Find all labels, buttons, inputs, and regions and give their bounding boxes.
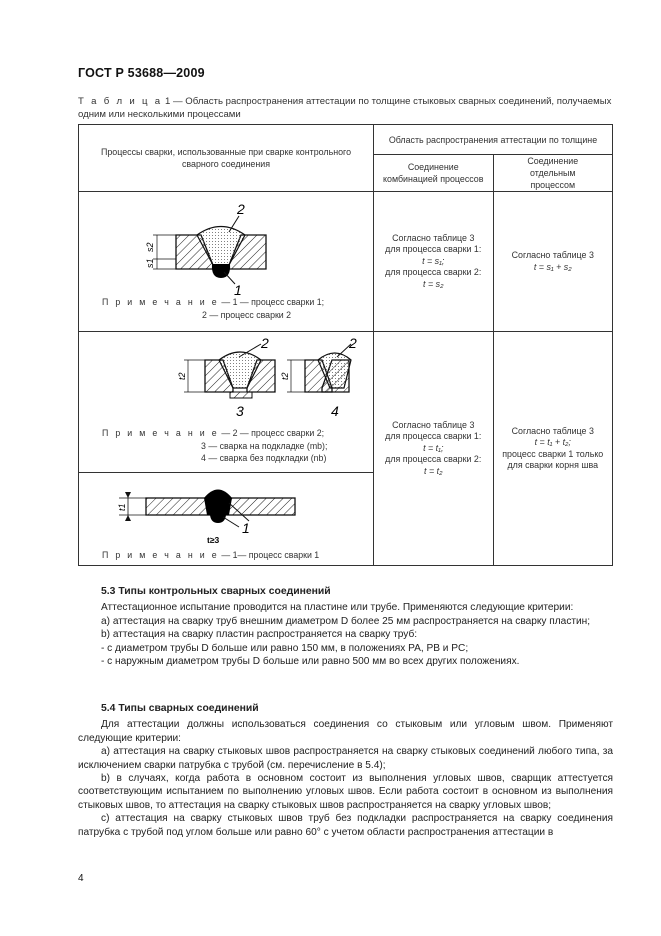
row2-single-1: t = t₁ + t₂; (534, 437, 571, 447)
row2-note-prefix: П р и м е ч а н и е (102, 428, 219, 438)
table-caption-text: 1 — Область распространения аттестации по толщине стыковых сварных соединений, получаемых одним или несколькими процессами (78, 96, 612, 120)
row2-combo-4: t = t₂ (424, 465, 443, 476)
row2-combo-0: Согласно таблице 3 (392, 419, 475, 430)
row1-single-cell (493, 192, 613, 332)
col-group-header: Область распространения аттестации по толщине (374, 125, 613, 155)
row1-note-prefix: П р и м е ч а н и е (102, 297, 219, 307)
section-5-3-p1: Аттестационное испытание проводится на пластине или трубе. Применяются следующие критерии: (101, 602, 574, 614)
row2-single-cell (493, 332, 613, 566)
row1-combo-3: для процесса сварки 2: (385, 267, 482, 278)
row2-combo-cell (374, 332, 494, 566)
row1-combo-1: для процесса сварки 1: (385, 244, 482, 255)
table-caption-prefix: Т а б л и ц а (78, 96, 163, 107)
row2-note-line1: — 2 — процесс сварки 2; (218, 428, 325, 438)
row2-combo-2: t = t₁; (423, 442, 444, 453)
section-5-4-p4: c) аттестация на сварку стыковых швов труб без подкладки распространяется на сварку соединения патрубка с трубой под углом больше или равно 60° с учетом области распространения аттестации в (78, 813, 613, 838)
label-3: 3 (236, 403, 244, 419)
col3-header: Соединение отдельным процессом (493, 155, 613, 192)
dim-s1: s1 (145, 258, 155, 268)
row1-single-0: Согласно таблице 3 (511, 250, 594, 260)
row2-note (79, 427, 373, 465)
section-5-4-p3: b) в случаях, когда работа в основном состоит из выполнения угловых швов, сварщик аттестуется соответствующим испытанием по выполнению угловых швов. Если работа состоит в основном из выполнения стыковых швов, то аттестация на сварку стыковых швов распространяется на сварку угловых швов; (78, 773, 613, 811)
section-5-4 (78, 702, 613, 839)
row2-sketch-cell (79, 332, 374, 473)
row1-combo-4: t = s₂ (423, 278, 444, 289)
label-1: 1 (234, 282, 242, 298)
weld-sketch-single-process (79, 473, 351, 549)
row2-single-2: процесс сварки 1 только (502, 448, 604, 459)
row2-note-line3: 4 — сварка без подкладки (nb) (201, 453, 327, 463)
weld-sketch-backing (79, 332, 357, 427)
section-5-4-heading: 5.4 Типы сварных соединений (101, 703, 259, 714)
table-caption (78, 95, 613, 121)
section-5-4-p2: a) аттестация на сварку стыковых швов распространяется на сварку стыковых соединений любого типа, за исключением сварки патрубка с трубой (см. перечисление в 5.4); (78, 746, 613, 771)
row1-single-1: t = s₁ + s₂ (533, 261, 572, 272)
dim-t2b: t2 (280, 372, 290, 380)
label-2: 2 (237, 201, 245, 217)
row3-sketch-cell (79, 473, 374, 566)
row3-note-prefix: П р и м е ч а н и е (102, 550, 219, 560)
dim-s2: s2 (145, 242, 155, 252)
section-5-3-p3: b) аттестация на сварку пластин распространяется на сварку труб: (101, 629, 418, 641)
row2-combo-3: для процесса сварки 2: (385, 454, 482, 465)
row1-sketch-cell (79, 192, 374, 332)
section-5-4-p1: Для аттестации должны использоваться соединения со стыковым или угловым швом. Применяют следующие критерии: (78, 719, 613, 744)
row1-note-line1: — 1 — процесс сварки 1; (218, 297, 325, 307)
row1-note (79, 296, 373, 321)
row1-combo-cell (374, 192, 494, 332)
col2-header: Соединение комбинацией процессов (374, 155, 494, 192)
document-header: ГОСТ Р 53688—2009 (78, 66, 205, 80)
label-1-row3: 1 (242, 520, 250, 536)
row2-single-3: для сварки корня шва (507, 460, 599, 470)
section-5-3 (78, 585, 613, 668)
row1-note-line2: 2 — процесс сварки 2 (202, 309, 292, 320)
section-5-3-p4: - с диаметром трубы D больше или равно 150 мм, в положениях PA, PB и PC; (101, 642, 469, 654)
section-5-3-p5: - с наружным диаметром трубы D больше или равно 500 мм во всех других положениях. (101, 656, 520, 668)
label-2b: 2 (349, 335, 357, 351)
row3-note-line1: — 1— процесс сварки 1 (218, 550, 320, 560)
label-2a: 2 (261, 335, 269, 351)
row2-combo-1: для процесса сварки 1: (385, 431, 482, 442)
label-4: 4 (331, 403, 339, 419)
row3-note (79, 549, 373, 562)
row2-note-line2: 3 — сварка на подкладке (mb); (201, 440, 328, 451)
section-5-3-heading: 5.3 Типы контрольных сварных соединений (101, 586, 331, 597)
thickness-range-table (78, 124, 613, 566)
dim-t2a: t2 (177, 372, 187, 380)
row1-combo-2: t = s₁; (422, 255, 445, 266)
row2-single-0: Согласно таблице 3 (511, 425, 594, 436)
weld-sketch-two-processes (79, 192, 351, 296)
min-thickness: t≥3 (207, 535, 220, 545)
page-number: 4 (78, 873, 84, 884)
row1-combo-0: Согласно таблице 3 (392, 232, 475, 243)
section-5-3-p2: a) аттестация на сварку труб внешним диаметром D более 25 мм распространяется на сварку пластин; (101, 615, 591, 627)
col1-header: Процессы сварки, использованные при сварке контрольного сварного соединения (79, 125, 374, 192)
dim-t1: t1 (117, 503, 127, 511)
